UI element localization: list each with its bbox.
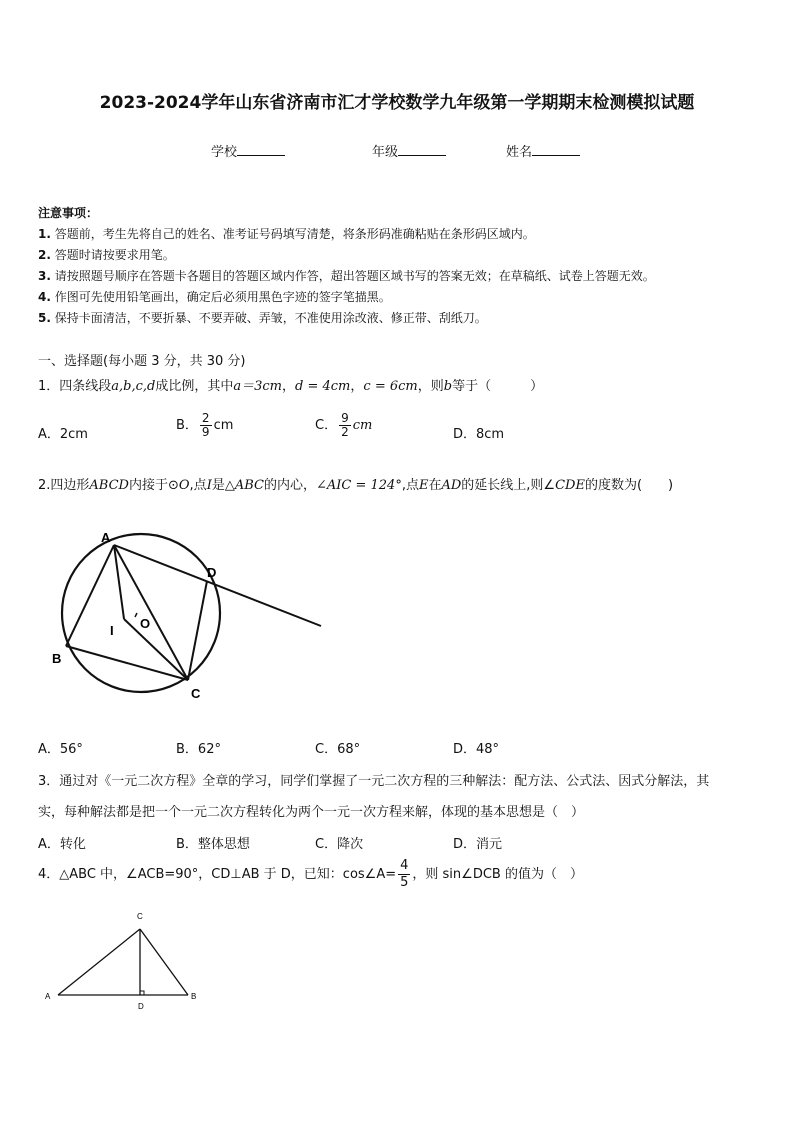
label-c: C bbox=[191, 686, 201, 701]
circle-o bbox=[62, 534, 220, 692]
segment-ac bbox=[58, 929, 140, 995]
q3-option-d[interactable]: D．消元 bbox=[453, 837, 503, 852]
notice-item: 2. 答题时请按要求用笔。 bbox=[38, 248, 175, 262]
q1-option-b[interactable]: B． $\frac{2}{9}$ cm bbox=[176, 411, 234, 439]
school-field[interactable]: 学校 bbox=[211, 141, 285, 160]
q2-option-c[interactable]: C．68° bbox=[315, 742, 361, 757]
q1-option-d[interactable]: D．8cm bbox=[453, 427, 505, 442]
label-d: D bbox=[207, 565, 217, 580]
label-o: O bbox=[140, 616, 151, 631]
question-3-line-2: 实，每种解法都是把一个一元二次方程转化为两个一元一次方程来解，体现的基本思想是（ ） bbox=[38, 805, 585, 820]
notice-item: 4. 作图可先使用铅笔画出，确定后必须用黑色字迹的签字笔描黑。 bbox=[38, 290, 391, 304]
grade-field[interactable]: 年级 bbox=[372, 141, 446, 160]
q3-option-c[interactable]: C．降次 bbox=[315, 837, 364, 852]
question-1: 1．四条线段a,b,c,d成比例，其中a＝3cm，d = 4cm，c = 6cm，则b等于（ ） bbox=[38, 379, 544, 394]
segment-cb bbox=[140, 929, 188, 995]
school-blank[interactable] bbox=[237, 143, 285, 156]
grade-blank[interactable] bbox=[398, 143, 446, 156]
label-c: C bbox=[137, 912, 143, 921]
section-heading: 一、选择题(每小题 3 分，共 30 分) bbox=[38, 354, 246, 369]
q1-option-a[interactable]: A．2cm bbox=[38, 427, 88, 442]
q2-option-b[interactable]: B．62° bbox=[176, 742, 221, 757]
question-2: 2.四边形ABCD内接于⊙O,点I是△ABC的内心，∠AIC = 124°,点E在AD的延长线上,则∠CDE的度数为( ) bbox=[38, 478, 674, 493]
q2-option-a[interactable]: A．56° bbox=[38, 742, 83, 757]
segment-ac bbox=[114, 545, 188, 680]
q2-option-d[interactable]: D．48° bbox=[453, 742, 500, 757]
right-triangle-figure bbox=[38, 905, 208, 1015]
page-title: 2023-2024学年山东省济南市汇才学校数学九年级第一学期期末检测模拟试题 bbox=[99, 93, 695, 113]
line-ad-extended bbox=[114, 545, 321, 626]
point-o-mark bbox=[135, 613, 137, 617]
label-b: B bbox=[52, 651, 62, 666]
name-field[interactable]: 姓名 bbox=[506, 141, 580, 160]
notice-heading: 注意事项： bbox=[38, 206, 99, 220]
label-a: A bbox=[45, 992, 51, 1001]
circle-quadrilateral-figure bbox=[40, 525, 340, 705]
name-blank[interactable] bbox=[532, 143, 580, 156]
q3-option-b[interactable]: B．整体思想 bbox=[176, 837, 250, 852]
question-4: 4．△ABC 中，∠ACB=90°，CD⊥AB 于 D，已知：cos∠A= $\frac{4}{5}$ ，则 sin∠DCB 的值为（ ） bbox=[38, 858, 583, 890]
label-a: A bbox=[101, 530, 111, 545]
label-b: B bbox=[191, 992, 197, 1001]
label-i: I bbox=[110, 623, 114, 638]
notice-item: 5. 保持卡面清洁，不要折暴、不要弄破、弄皱，不准使用涂改液、修正带、刮纸刀。 bbox=[38, 311, 487, 325]
question-3-line-1: 3．通过对《一元二次方程》全章的学习，同学们掌握了一元二次方程的三种解法：配方法、公式法、因式分解法，其 bbox=[38, 774, 710, 789]
notice-item: 1. 答题前，考生先将自己的姓名、准考证号码填写清楚，将条形码准确粘贴在条形码区域内。 bbox=[38, 227, 535, 241]
segment-ab bbox=[66, 545, 114, 646]
notice-item: 3. 请按照题号顺序在答题卡各题目的答题区域内作答，超出答题区域书写的答案无效；在草稿纸、试卷上答题无效。 bbox=[38, 269, 655, 283]
q1-option-c[interactable]: C． $\frac{9}{2}$ cm bbox=[315, 411, 373, 439]
segment-cd bbox=[188, 581, 207, 680]
label-d: D bbox=[138, 1002, 144, 1011]
q3-option-a[interactable]: A．转化 bbox=[38, 837, 86, 852]
